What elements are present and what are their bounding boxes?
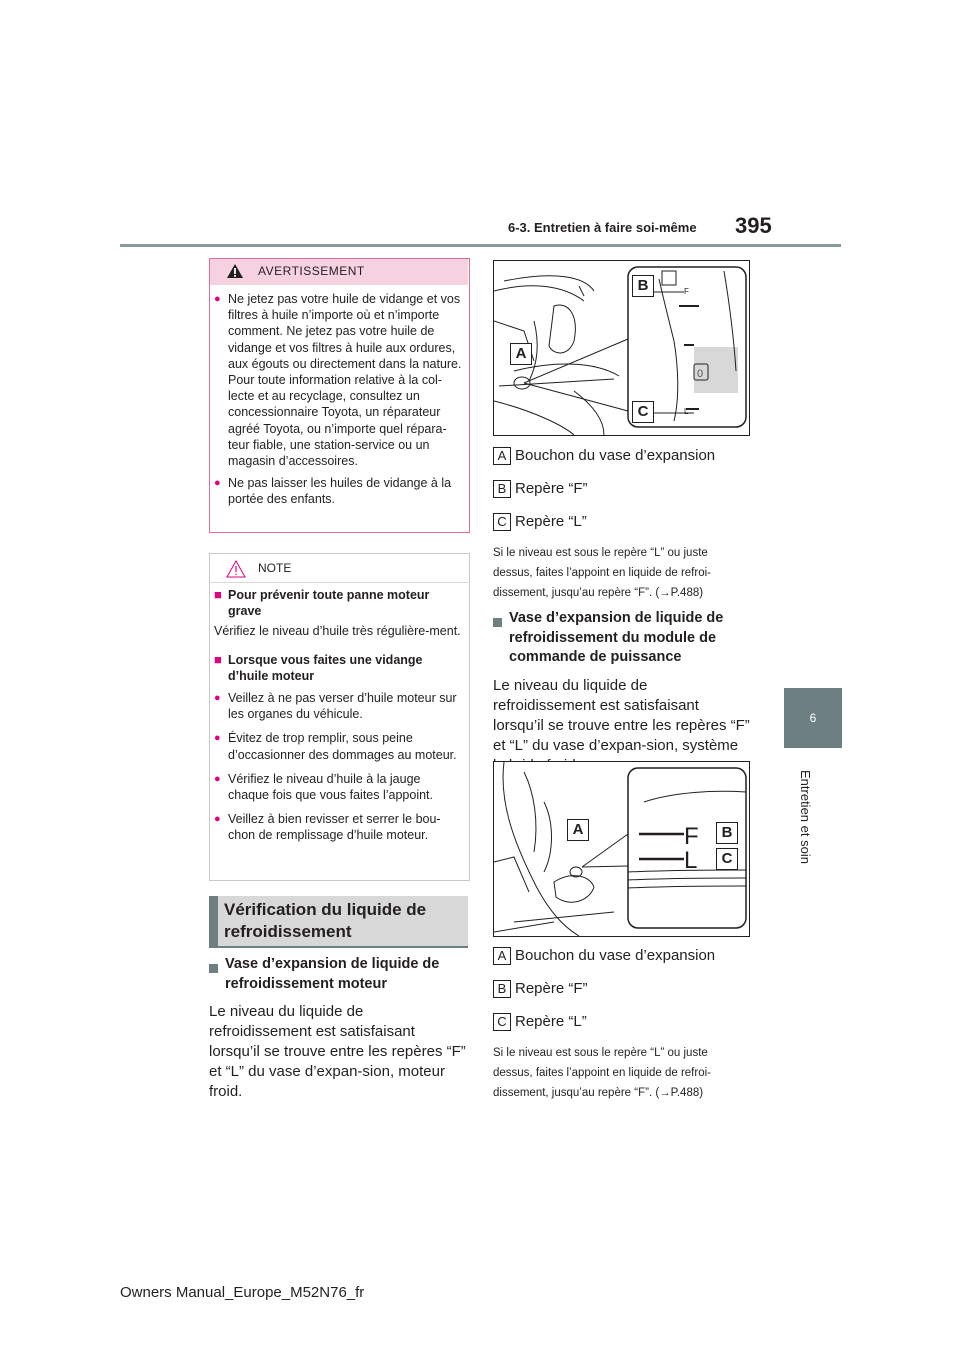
header-rule <box>120 244 841 247</box>
fig1-label-b: B <box>632 275 654 297</box>
engine-coolant-section <box>209 955 469 1102</box>
square-bullet-icon: ■ <box>214 587 222 602</box>
legend-text: Repère “L” <box>515 513 587 530</box>
fig1-label-c: C <box>632 401 654 423</box>
legend-text: Repère “F” <box>515 980 588 997</box>
section-title: 6-3. Entretien à faire soi-même <box>508 220 697 235</box>
legend-key: B <box>493 480 511 498</box>
fig2-label-c: C <box>716 848 738 870</box>
legend-item <box>493 446 753 466</box>
engine-coolant-text: Le niveau du liquide de refroidissement est satisfaisant lorsqu’il se trouve entre les repères “F” et “L” du vase d’expan-sion, moteur froid. <box>209 1003 466 1100</box>
chapter-label <box>768 770 858 870</box>
fig2-note: Si le niveau est sous le repère “L” ou juste dessus, faites l’appoint en liquide de refroi-dissement, jusqu’au repère “F”. (→P.488) <box>493 1047 711 1099</box>
page-number: 395 <box>735 213 772 238</box>
legend-key: A <box>493 947 511 965</box>
warning-item-text: Ne pas laisser les huiles de vidange à la portée des enfants. <box>228 476 452 507</box>
fig1-legend <box>493 446 753 532</box>
note-subhead: Lorsque vous faites une vidange d’huile moteur <box>228 652 423 683</box>
legend-key: C <box>493 513 511 531</box>
bullet-icon: ● <box>214 813 221 826</box>
legend-text: Repère “L” <box>515 1013 587 1030</box>
bullet-icon: ● <box>214 293 221 305</box>
legend-item <box>493 479 753 499</box>
legend-text: Bouchon du vase d’expansion <box>515 947 716 964</box>
engine-bay-illustration <box>494 261 749 435</box>
pcu-coolant-section <box>493 609 753 776</box>
note-text: Vérifiez le niveau d’huile très régulière-ment. <box>214 624 461 639</box>
fig1-zero-mark: 0 <box>697 368 704 380</box>
square-bullet-icon <box>209 964 218 973</box>
fig1-l-mark: L <box>684 407 689 416</box>
note-content <box>214 587 462 844</box>
fig1-note: Si le niveau est sous le repère “L” ou juste dessus, faites l’appoint en liquide de refroi-dissement, jusqu’au repère “F”. (→P.488) <box>493 547 711 599</box>
warning-item-text: Ne jetez pas votre huile de vidange et vos filtres à huile n’importe où et n’importe comment. Ne jetez pas votre huile de vidange et vos filtres à huile aux ordures, aux égouts ou directement dans la nature. <box>228 292 462 371</box>
fig2-label-a: A <box>567 819 589 841</box>
fig2-l-mark: L <box>684 847 698 874</box>
bullet-icon: ● <box>214 477 221 490</box>
note-item: Veillez à ne pas verser d’huile moteur sur les organes du véhicule. <box>228 691 457 722</box>
chapter-tab[interactable]: 6 <box>784 688 842 748</box>
pcu-bay-illustration <box>494 762 749 936</box>
warning-title: AVERTISSEMENT <box>258 264 365 278</box>
legend-item <box>493 1012 753 1032</box>
legend-key: B <box>493 980 511 998</box>
warning-triangle-icon <box>226 263 244 279</box>
bullet-icon: ● <box>214 732 221 745</box>
engine-coolant-subhead: Vase d’expansion de liquide de refroidissement moteur <box>225 956 440 992</box>
square-bullet-icon <box>493 618 502 627</box>
coolant-heading-rule <box>209 946 468 948</box>
coolant-heading-bar <box>209 896 218 946</box>
legend-text: Repère “F” <box>515 480 588 497</box>
caution-triangle-icon <box>226 560 246 578</box>
legend-key: A <box>493 447 511 465</box>
pcu-coolant-text: Le niveau du liquide de refroidissement est satisfaisant lorsqu’il se trouve entre les repères “F” et “L” du vase d’expan-sion, système <box>493 676 750 754</box>
pcu-coolant-subhead: Vase d’expansion de liquide de refroidissement du module de commande de puissance <box>509 610 724 665</box>
warning-item-text: Pour toute information relative à la col-lecte et au recyclage, consultez un concessionnaire Toyota, un réparateur agréé Toyota, ou n’importe quel répara-teur fiable, une station-service ou un magasin d’accessoires. <box>228 373 447 469</box>
legend-item <box>493 946 753 966</box>
note-item: Vérifiez le niveau d’huile à la jauge chaque fois que vous faites l’appoint. <box>228 771 433 803</box>
square-bullet-icon: ■ <box>214 651 222 667</box>
legend-text: Bouchon du vase d’expansion <box>515 447 716 464</box>
note-item: Veillez à bien revisser et serrer le bou-chon de remplissage d’huile moteur. <box>228 812 441 843</box>
note-header <box>210 554 468 583</box>
legend-key: C <box>493 1013 511 1031</box>
note-title: NOTE <box>258 561 292 575</box>
fig2-label-b: B <box>716 822 738 844</box>
legend-item <box>493 979 753 999</box>
warning-item <box>214 291 462 508</box>
legend-item <box>493 512 753 532</box>
engine-bay-figure <box>493 260 750 436</box>
pcu-bay-figure <box>493 761 750 937</box>
bullet-icon: ● <box>214 692 221 705</box>
bullet-icon: ● <box>214 772 221 785</box>
fig1-f-mark: F <box>684 287 689 296</box>
document-footer: Owners Manual_Europe_M52N76_fr <box>120 1284 365 1301</box>
chapter-label-text: Entretien et soin <box>798 770 813 864</box>
fig1-label-a: A <box>510 343 532 365</box>
fig2-legend <box>493 946 753 1032</box>
note-item: Évitez de trop remplir, sous peine d’occasionner des dommages au moteur. <box>228 731 457 762</box>
coolant-heading: Vérification du liquide de refroidissement <box>224 900 427 941</box>
note-subhead: Pour prévenir toute panne moteur grave <box>228 588 430 619</box>
fig2-f-mark: F <box>684 823 699 850</box>
